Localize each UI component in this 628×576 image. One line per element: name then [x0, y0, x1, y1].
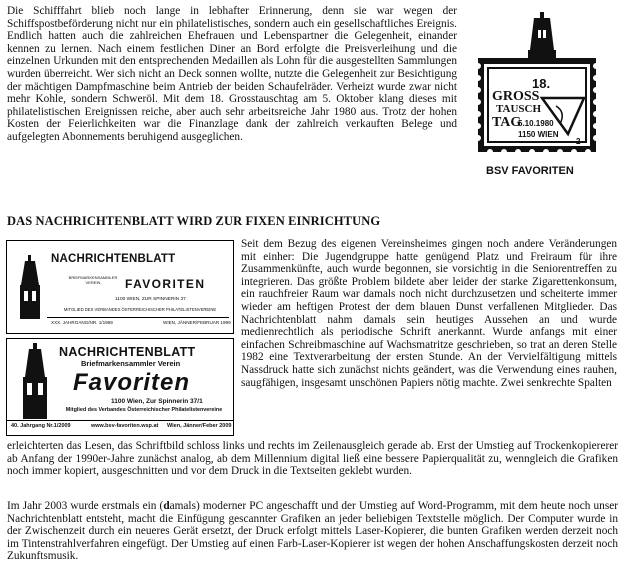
issue-date: WIEN, JÄNNER/FEBRUAR 1999	[163, 320, 231, 325]
final-paragraph-part-b: amals) moderner PC angeschafft und der Umstieg auf Word-Programm, mit dem heute noch unser Nachrichtenblatt entsteht, macht die Einfügung gescannter Grafiken an jeder beliebigen Textstelle möglich. Der Computer wurde in der Zwischenzeit durch ein neueres Gerät ersetzt, der Druck erfolgt mittels Laser-Kopierer, die bunten Grafiken werden derzeit noch im Tintenstrahlverfahren eingefügt. Der Umstieg auf einen Farb-Laser-Kopierer ist wegen der hohen Anschaffungskosten derzeit noch Zukunftsmusik.	[7, 500, 618, 563]
newsletter-masthead-1999	[6, 240, 234, 334]
stamp-line2: TAUSCH	[496, 103, 542, 115]
club-name: Favoriten	[73, 369, 191, 396]
church-tower-icon	[17, 343, 53, 419]
stamp-line3: TAG	[492, 115, 522, 130]
member-note: Mitglied des Verbandes Österreichischer Philatelistenvereine	[65, 407, 223, 413]
stamp-number: 18.	[532, 76, 551, 91]
stamp-small-number: 2	[576, 137, 581, 146]
club-label: BRIEFMARKENSAMMLER VEREIN	[68, 275, 118, 285]
right-column-paragraph: Seit dem Bezug des eigenen Vereinsheimes gingen noch andere Veränderungen mit einher: Die Jugendgruppe hatte genügend Platz und Freiraum für ihre Zusammenkünfte, auch wurde begonnen, sie vorsichtig in die Seniorentreffen zu integrieren. Das größte Problem bildete aber leider der starke Zigarettenkonsum, ein rauchfreier Raum war damals noch nicht durchzusetzen und scheiterte immer wieder am heftigen Protest der dem blauen Dunst verfallenen Mitglieder. Das Nachrichtenblatt nahm damals sein heutiges Aussehen an und wurde medienrechtlich als periodische Schrift anerkannt. Wurde anfangs mit einer einfachen Schreibmaschine auf Wachsmatritze geschrieben, so trat an deren Stelle 1982 eine Textverarbeitung der ersten Stunde. An der Vervielfältigung mittels Nassdruck hatte sich zunächst nichts geändert, was die Verwendung eines rauhen, saugfähigen, insgesamt unschönen Papiers nötig machte. Zwei senkrechte Spalten	[241, 238, 617, 389]
club-address: 1100 WIEN, ZUR SPINNERIN 37	[115, 297, 186, 302]
section-heading: DAS NACHRICHTENBLATT WIRD ZUR FIXEN EINRICHTUNG	[7, 214, 381, 228]
stamp-city: 1150 WIEN	[518, 130, 559, 139]
stamp-date: 5.10.1980	[518, 119, 554, 128]
church-tower-icon	[528, 12, 556, 60]
grosstauschtag-postmark-illustration	[472, 10, 618, 200]
stamp-line1: GROSS	[492, 89, 540, 104]
continuation-paragraph: erleichterten das Lesen, das Schriftbild schloss links und rechts im Zeilenausgleich gerade ab. Erst der Umstieg auf Trockenkopiererer ab Anfang der 1990er-Jahre zunächst analog, ab dem Millennium digital ließ eine bessere Papierqualität zu, wenngleich die Grafiken noch immer kopiert, ausgeschnitten und vor dem Druck in die Textseiten geklebt wurden.	[7, 440, 618, 478]
newsletter-title: NACHRICHTENBLATT	[51, 253, 176, 265]
intro-paragraph: Die Schifffahrt blieb noch lange in lebhafter Erinnerung, denn sie war wegen der Schiffspostbeförderung nicht nur ein philatelistisches, sondern auch ein gesellschaftliches Ereignis. Endlich hatten auch die zahlreichen Ehefrauen und Lebenspartner die Gelegenheit, einander kennen zu lernen. Nach einem festlichen Diner an Bord erfolgte die Preisverleihung und die einzelnen Urkunden mit den entsprechenden Medaillen als Lohn für die ausgestellten Sammlungen wurden überreicht. Wer sich nicht an Deck sonnen wollte, nutzte die Gelegenheit zur Besichtigung der mächtigen Dampfmaschine beim Antrieb der beiden Schaufelräder. Verheizt wurde zwar nicht mehr Kohle, sondern Schweröl. Mit dem 18. Grosstauschtag am 5. Oktober klang dieses mit philatelistischen Ereignissen reiche, aber auch sehr arbeitsreiche Jahr 1980 aus. Trotz der hohen Kosten der Feierlichkeiten war die Finanzlage dank der zahlreich verkauften Belege und aufgelegten Abonnements beruhigend ausgeglichen.	[7, 5, 457, 143]
club-name: FAVORITEN	[125, 277, 206, 291]
final-paragraph-bold-letter: d	[163, 500, 170, 512]
church-tower-icon	[15, 255, 45, 319]
divider	[47, 317, 229, 318]
club-address: 1100 Wien, Zur Spinnerin 37/1	[111, 398, 203, 405]
stamp-caption: BSV FAVORITEN	[486, 165, 574, 177]
member-note: MITGLIED DES VERBANDES ÖSTERREICHISCHER PHILATELISTENVEREINE	[63, 307, 217, 312]
newsletter-masthead-2009	[6, 338, 234, 436]
final-paragraph	[7, 500, 618, 563]
website-link[interactable]: www.bsv-favoriten.wsp.at	[91, 423, 159, 429]
newsletter-title: NACHRICHTENBLATT	[59, 345, 196, 359]
club-label: Briefmarkensammler Verein	[81, 359, 181, 368]
final-paragraph-part-a: Im Jahr 2003 wurde erstmals ein (	[7, 500, 164, 512]
issue-number: XXX. JAHRGANG/NR. 1/1999	[51, 320, 113, 325]
issue-number: 40. Jahrgang Nr.1/2009	[11, 423, 71, 429]
issue-date: Wien, Jänner/Feber 2009	[167, 423, 232, 429]
